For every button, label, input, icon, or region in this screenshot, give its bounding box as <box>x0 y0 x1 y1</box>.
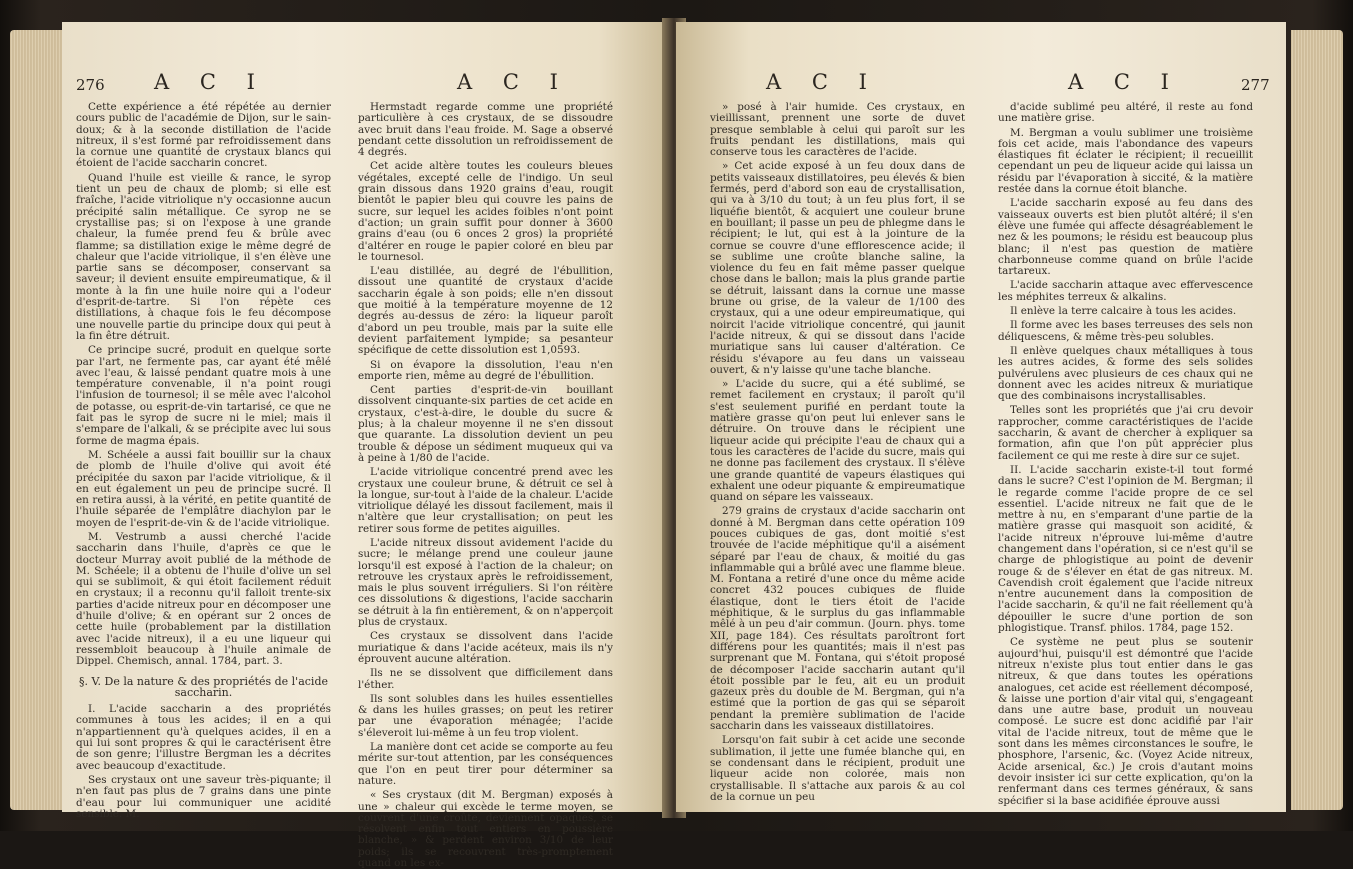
running-head: A C I <box>1068 70 1181 94</box>
right-page-column-1 <box>710 102 965 802</box>
right-page-column-2 <box>998 101 1253 807</box>
paragraph: Cent parties d'esprit-de-vin bouillant dissolvent cinquante-six parties de cet acide en crystaux, c'est-à-dire, le double du sucre & plus; à la chaleur moyenne il ne s'en dissout que quarante. La dissolution devient un peu trouble & dépose un sédiment muqueux qui va à peine à 1/80 de l'acide. <box>358 384 613 464</box>
paragraph: M. Vestrumb a aussi cherché l'acide saccharin dans l'huile, d'après ce que le docteur Murray avoit publié de la méthode de M. Schéele; il a obtenu de l'huile d'olive un sel qui se sublimoit, & qui étoit facilement réduit en crystaux; il a reconnu qu'il falloit trente-six parties d'acide nitreux pour en décomposer une d'huile d'olive; & en opérant sur 2 onces de cette huile (probablement par la distillation avec l'acide nitreux), il a eu une liqueur qui ressembloit beaucoup à l'huile animale de Dippel. Chemisch, annal. 1784, part. 3. <box>76 530 331 668</box>
left-page-column-2 <box>358 101 613 869</box>
paragraph: Ils sont solubles dans les huiles essentielles & dans les huiles grasses; on peut les retirer par une évaporation ménagée; l'acide s'éleveroit lui-même à un feu trop violent. <box>358 692 613 739</box>
left-page-header <box>62 70 672 100</box>
page-number: 277 <box>1241 76 1270 94</box>
left-page <box>62 22 672 869</box>
paragraph: L'acide nitreux dissout avidement l'acide du sucre; le mélange prend une couleur jaune lorsqu'il est exposé à l'action de la chaleur; on retrouve les crystaux après le refroidissement, mais le plus souvent irréguliers. Si l'on réitère ces dissolutions & digestions, l'acide saccharin se détruit à la fin entièrement, & on n'apperçoit plus de crystaux. <box>358 536 613 629</box>
paragraph: L'acide saccharin attaque avec effervescence les méphites terreux & alkalins. <box>998 279 1253 303</box>
paragraph: Quand l'huile est vieille & rance, le syrop tient un peu de chaux de plomb; si elle est fraîche, l'acide vitriolique n'y occasionne aucun précipité salin métallique. Ce syrop ne se crystallise pas; si on l'expose à une grande chaleur, la fumée prend feu & brûle avec flamme; sa distillation exige le même degré de chaleur que l'acide vitriolique, il s'en élève une partie sans se décomposer, conservant sa saveur; il devient ensuite empireumatique, & il monte à la fin une huile noire qui a l'odeur d'esprit-de-tartre. Si l'on répète ces distillations, à chaque fois le feu décompose une nouvelle partie du principe doux qui peut à la fin être détruit. <box>76 171 331 342</box>
page-edges-left <box>10 30 70 810</box>
paragraph: L'eau distillée, au degré de l'ébullition, dissout une quantité de crystaux d'acide saccharin égale à son poids; elle n'en dissout que moitié à la température moyenne de 12 degrés au-dessus de zéro: la liqueur paroît d'abord un peu trouble, mais par la suite elle devient parfaitement lympide; sa pesanteur spécifique de cette dissolution est 1,0593. <box>358 265 613 357</box>
paragraph: Il enlève quelques chaux métalliques à tous les autres acides, & forme des sels solides pulvérulens avec plusieurs de ces chaux qui ne donnent avec les acides nitreux & muriatique que des combinaisons incrystallisables. <box>998 344 1253 403</box>
paragraph: Cette expérience a été répétée au dernier cours public de l'académie de Dijon, sur le sain-doux; & à la seconde distillation de l'acide nitreux, il s'est formé par refroidissement dans la cornue une quantité de crystaux blancs qui étoient de l'acide saccharin concret. <box>76 101 331 170</box>
right-page-header <box>676 70 1286 100</box>
paragraph: M. Schéele a aussi fait bouillir sur la chaux de plomb de l'huile d'olive qui avoit été précipitée du saxon par l'acide vitriolique, & il en eut également un peu de principe sucré. Il en retira aussi, à la vérité, en petite quantité de l'huile séparée de l'emplâtre diachylon par le moyen de l'esprit-de-vin & de l'acide vitriolique. <box>76 448 331 529</box>
paragraph: La manière dont cet acide se comporte au feu mérite sur-tout attention, par les conséquences que l'on en peut tirer pour déterminer sa nature. <box>358 741 613 787</box>
paragraph: Lorsqu'on fait subir à cet acide une seconde sublimation, il jette une fumée blanche qui, en se condensant dans le récipient, produit une liqueur acide non colorée, mais non crystallisable. Il s'attache aux parois & au col de la cornue un peu <box>710 734 965 803</box>
paragraph: » L'acide du sucre, qui a été sublimé, se remet facilement en crystaux; il paroît qu'il s'est seulement purifié en perdant toute la matière grasse qu'on peut lui enlever sans le détruire. On trouve dans le récipient une liqueur acide qui précipite l'eau de chaux qui a tous les caractères de l'acide du sucre, mais qui ne donne pas facilement des crystaux. Il s'élève une grande quantité de vapeurs élastiques qui exhalent une odeur piquante & empireumatique quand on sépare les vaisseaux. <box>710 378 965 504</box>
paragraph: « Ses crystaux (dit M. Bergman) exposés à une » chaleur qui excède le terme moyen, se couvrent d'une croûte, deviennent opaques, se résolvent enfin tout entiers en poussière blanche, » & perdent environ 3/10 de leur poids; ils se recouvrent très-promptement quand on les ex- <box>358 789 613 869</box>
paragraph: Cet acide altère toutes les couleurs bleues végétales, excepté celle de l'indigo. Un seul grain dissous dans 1920 grains d'eau, rougit bientôt le papier bleu qui couvre les pains de sucre, sur lequel les acides foibles n'ont point d'action; un grain suffit pour donner à 3600 grains d'eau (ou 6 onces 2 gros) la propriété d'altérer en rouge le papier coloré en bleu par le tournesol. <box>358 160 613 263</box>
paragraph: L'acide saccharin exposé au feu dans des vaisseaux ouverts est bien plutôt altéré; il s'en élève une fumée qui affecte désagréablement le nez & les poumons; le résidu est beaucoup plus blanc; il n'est pas question de matière charbonneuse comme quand on brûle l'acide tartareux. <box>998 197 1253 278</box>
paragraph: M. Bergman a voulu sublimer une troisième fois cet acide, mais l'abondance des vapeurs élastiques fit éclater le récipient; il recueillit cependant un peu de liqueur acide qui laissa un résidu par l'évaporation à siccité, & la matière restée dans la cornue étoit blanche. <box>998 126 1253 196</box>
paragraph: Il enlève la terre calcaire à tous les acides. <box>1010 305 1237 318</box>
running-head: A C I <box>154 70 267 94</box>
paragraph: Ce système ne peut plus se soutenir aujourd'hui, puisqu'il est démontré que l'acide nitreux n'existe plus tout entier dans le gas nitreux, & que dans toutes les opérations analogues, cet acide est réellement décomposé, & laisse une portion d'air vital qui, s'engageant dans une autre base, produit un nouveau composé. Le sucre est donc acidifié par l'air vital de l'acide nitreux, tout de même que le sont dans les mêmes circonstances le soufre, le phosphore, l'arsenic, &c. (Voyez Acide nitreux, Acide arsenical, &c.) Je crois d'autant moins devoir insister ici sur cette explication, qu'on la renfermant dans ces termes généraux, & sans spécifier si la base acidifiée éprouve aussi <box>998 636 1253 807</box>
running-head: A C I <box>766 70 879 94</box>
right-page <box>676 22 1286 812</box>
paragraph: » posé à l'air humide. Ces crystaux, en vieillissant, prennent une sorte de duvet presque semblable à celui qui paroît sur les fruits pendant les distillations, mais qui conserve tous les caractères de l'acide. <box>710 101 965 159</box>
paragraph: Ses crystaux ont une saveur très-piquante; il n'en faut pas plus de 7 grains dans une pinte d'eau pour lui communiquer une acidité sensible. M. <box>76 773 331 820</box>
paragraph: Ces crystaux se dissolvent dans l'acide muriatique & dans l'acide acéteux, mais ils n'y éprouvent aucune altération. <box>358 630 613 665</box>
left-page-column-1 <box>76 101 331 820</box>
page-number: 276 <box>76 76 105 94</box>
paragraph: 279 grains de crystaux d'acide saccharin ont donné à M. Bergman dans cette opération 109 pouces cubiques de gas, dont moitié s'est trouvée de l'acide méphitique qu'il a aisément séparé par l'eau de chaux, & moitié du gas inflammable qui a brûlé avec une flamme bleue. M. Fontana a retiré d'une once du même acide concret 432 pouces cubiques de fluide élastique, dont le tiers étoit de l'acide méphitique, & le surplus du gas inflammable mêlé à un peu d'air commun. (Journ. phys. tome XII, page 184). Ces résultats paroîtront fort différens pour les quantités; mais il n'est pas surprenant que M. Fontana, qui s'étoit proposé de décomposer l'acide saccharin autant qu'il étoit possible par le feu, ait eu un produit gazeux près du double de M. Bergman, qui n'a estimé que la portion de gas qui se séparoit pendant la première sublimation de l'acide saccharin dans les vaisseaux distillatoires. <box>710 505 965 733</box>
page-edges-right <box>1291 30 1343 810</box>
paragraph: Telles sont les propriétés que j'ai cru devoir rapprocher, comme caractéristiques de l'acide saccharin, & avant de chercher à expliquer sa formation, afin que l'on pût apprécier plus facilement ce qui me reste à dire sur ce sujet. <box>998 404 1253 462</box>
paragraph: d'acide sublimé peu altéré, il reste au fond une matière grise. <box>998 101 1253 125</box>
paragraph: II. L'acide saccharin existe-t-il tout formé dans le sucre? C'est l'opinion de M. Bergman; il le regarde comme l'acide propre de ce sel essentiel. L'acide nitreux ne fait que de le mettre à nu, en s'emparant d'une partie de la matière grasse qui masquoit son acidité, & l'acide nitreux n'éprouve lui-même d'autre changement dans l'opération, si ce n'est qu'il se charge de phlogistique au point de devenir rouge & de s'élever en état de gas nitreux. M. Cavendish croit également que l'acide nitreux n'entre aucunement dans la composition de l'acide saccharin, & qu'il ne fait réellement qu'à dépouiller le sucre d'une portion de son phlogistique. Transf. philos. 1784, page 152. <box>998 463 1253 635</box>
paragraph: Si on évapore la dissolution, l'eau n'en emporte rien, même au degré de l'ébullition. <box>358 358 613 382</box>
paragraph: Ils ne se dissolvent que difficilement dans l'éther. <box>358 667 613 691</box>
running-head: A C I <box>457 70 570 94</box>
paragraph: L'acide vitriolique concentré prend avec les crystaux une couleur brune, & détruit ce sel à la longue, sur-tout à l'aide de la chaleur. L'acide vitriolique délayé les dissout facilement, mais il n'altère que leur crystallisation; on peut les retirer sous forme de petites aiguilles. <box>358 466 613 535</box>
paragraph: Il forme avec les bases terreuses des sels non déliquescens, & même très-peu solubles. <box>998 319 1253 343</box>
paragraph: I. L'acide saccharin a des propriétés communes à tous les acides; il en a qui n'appartiennent qu'à quelques acides, il en a qui lui sont propres & qui le caractérisent être de son genre; l'illustre Bergman les a décrites avec beaucoup d'exactitude. <box>76 703 331 772</box>
paragraph: » Cet acide exposé à un feu doux dans de petits vaisseaux distillatoires, peu élevés & bien fermés, perd d'abord son eau de crystallisation, qui va à 3/10 du tout; à un feu plus fort, il se liquéfie bientôt, & acquiert une couleur brune en bouillant; il passe un peu de phlegme dans le récipient; le lut, qui est à la jointure de la cornue se couvre d'une efflorescence acide; il se sublime une croûte blanche saline, la violence du feu en fait même passer quelque chose dans le ballon; mais la plus grande partie se détruit, laissant dans la cornue une masse brune ou grise, de la valeur de 1/100 des crystaux, qui a une odeur empireumatique, qui noircit l'acide vitriolique concentré, qui jaunit l'acide nitreux, & qui se dissout dans l'acide muriatique sans lui causer d'altération. Ce résidu s'évapore au feu dans un vaisseau ouvert, & n'y laisse qu'une tache blanche. <box>710 160 965 376</box>
section-heading: §. V. De la nature & des propriétés de l'acide saccharin. <box>79 674 328 699</box>
paragraph: Ce principe sucré, produit en quelque sorte par l'art, ne fermente pas, car ayant été mêlé avec l'eau, & laissé pendant quatre mois à une température convenable, il n'a point rougi l'infusion de tournesol; il se mêle avec l'alcohol de potasse, ou esprit-de-vin tartarisé, ce que ne fait pas le syrop de sucre ni le miel; mais il s'empare de l'alkali, & se précipite avec lui sous forme de magma épais. <box>76 344 331 447</box>
paragraph: Hermstadt regarde comme une propriété particulière à ces crystaux, de se dissoudre avec bruit dans l'eau froide. M. Sage a observé pendant cette dissolution un refroidissement de 4 degrés. <box>358 101 613 159</box>
